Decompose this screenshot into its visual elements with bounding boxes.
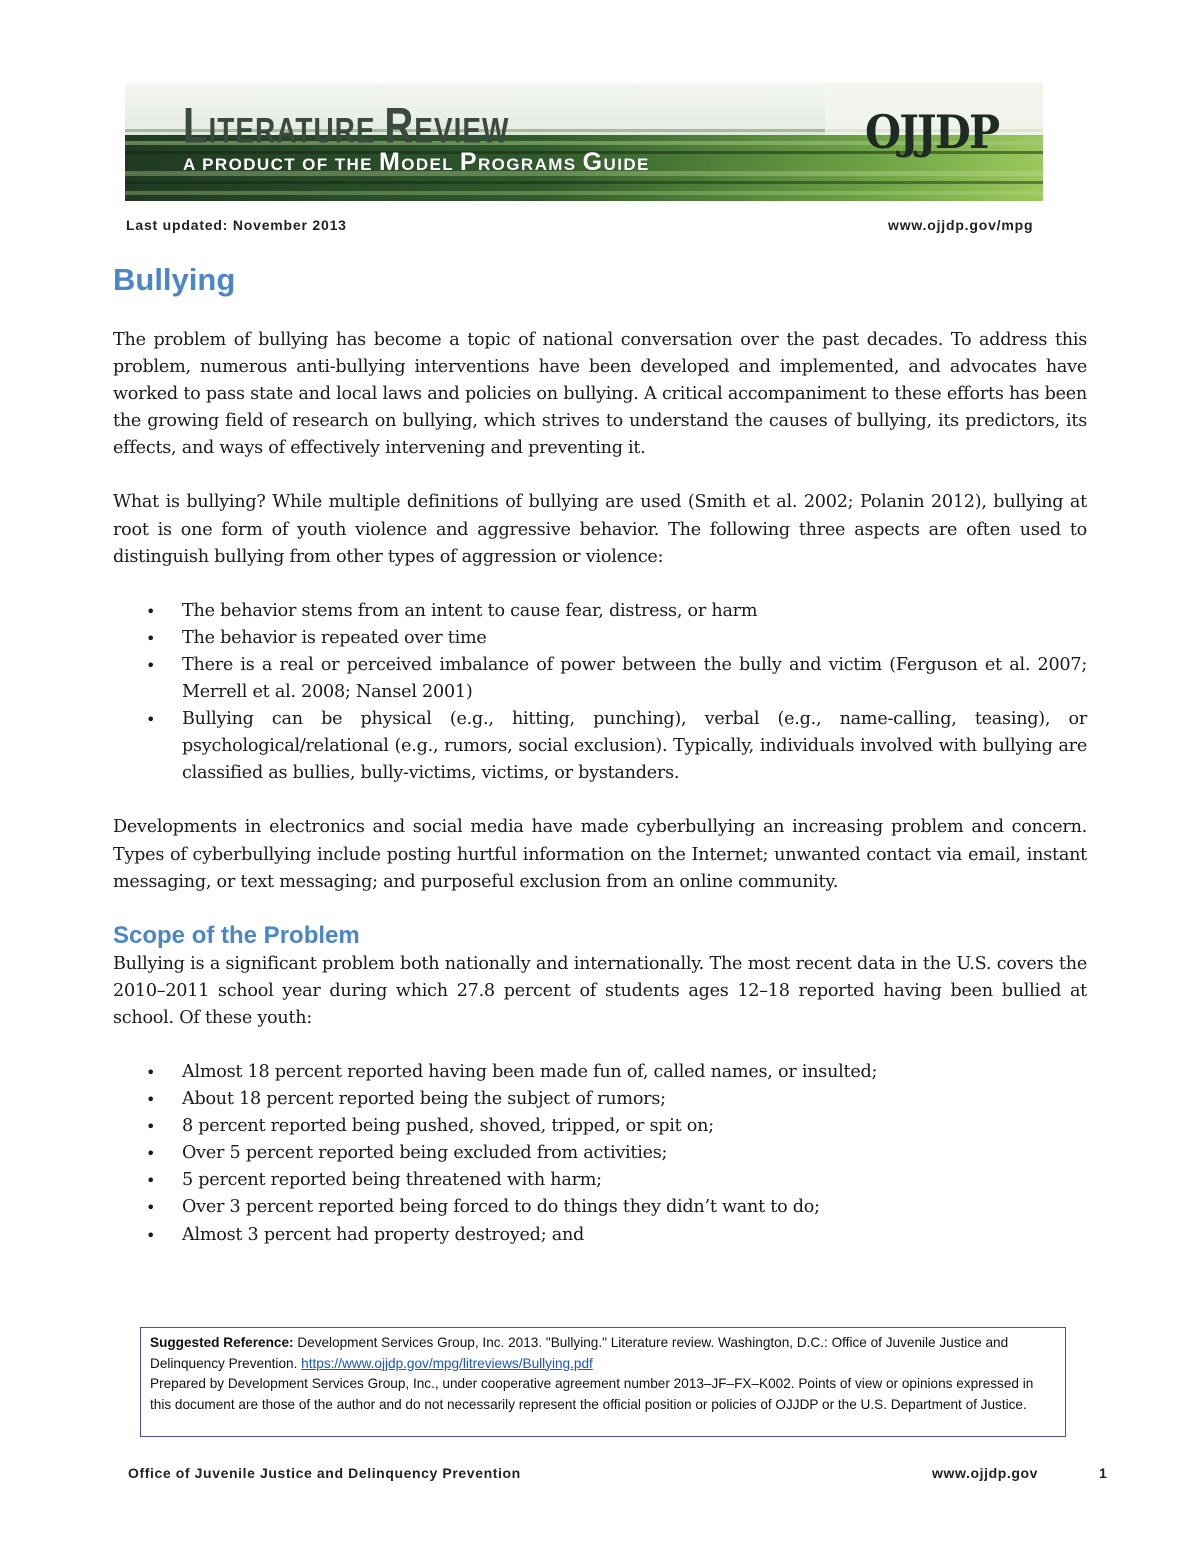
list-item: • Almost 3 percent had property destroyed; and: [113, 1222, 1087, 1249]
list-item: • Over 3 percent reported being forced to do things they didn’t want to do;: [113, 1194, 1087, 1221]
scope-heading: Scope of the Problem: [113, 921, 360, 949]
page-number: 1: [1099, 1465, 1108, 1481]
suggested-reference-box: [140, 1327, 1066, 1437]
main-content: [113, 258, 1087, 1249]
list-item: • About 18 percent reported being the subject of rumors;: [113, 1086, 1087, 1113]
list-item: • The behavior stems from an intent to cause fear, distress, or harm: [113, 598, 1087, 625]
literature-review-banner: [125, 83, 1043, 201]
prepared-by-text: Prepared by Development Services Group, Inc., under cooperative agreement number 2013–JF–FX–K002. Points of view or opinions expressed in this document are those of the author and do not necessarily represent the official position or policies of OJJDP or the U.S. Department of Justice.: [150, 1376, 1034, 1412]
list-item: • There is a real or perceived imbalance of power between the bully and victim (Ferguson et al. 2007; Merrell et al. 2008; Nansel 2001): [113, 652, 1087, 706]
cyberbullying-paragraph: Developments in electronics and social media have made cyberbullying an increasing problem and concern. Types of cyberbullying include posting hurtful information on the Internet; unwanted contact via email, instant messaging, or text messaging; and purposeful exclusion from an online community.: [113, 817, 1087, 892]
definition-paragraph: What is bullying? While multiple definitions of bullying are used (Smith et al. 2002; Polanin 2012), bullying at root is one form of youth violence and aggressive behavior. The following three aspects are often used to distinguish bullying from other types of aggression or violence:: [113, 492, 1087, 567]
header-website[interactable]: www.ojjdp.gov/mpg: [888, 217, 1034, 233]
reference-text: Development Services Group, Inc. 2013. "Bullying." Literature review. Washington, D.C.: Office of Juvenile Justice and Delinquency Prevention.: [150, 1335, 1009, 1371]
scope-paragraph: Bullying is a significant problem both nationally and internationally. The most recent data in the U.S. covers the 2010–2011 school year during which 27.8 percent of students ages 12–18 reported having been bullied at school. Of these youth:: [113, 953, 1087, 1028]
last-updated: Last updated: November 2013: [126, 217, 347, 233]
list-item: • Almost 18 percent reported having been made fun of, called names, or insulted;: [113, 1059, 1087, 1086]
list-item: • Over 5 percent reported being excluded from activities;: [113, 1140, 1087, 1167]
reference-label: Suggested Reference:: [150, 1335, 294, 1350]
ojjdp-logo: OJJDP: [865, 105, 999, 159]
banner-title: LITERATURE REVIEW: [183, 98, 510, 154]
footer-website[interactable]: www.ojjdp.gov: [932, 1465, 1039, 1481]
reference-link[interactable]: https://www.ojjdp.gov/mpg/litreviews/Bullying.pdf: [301, 1355, 593, 1371]
list-item: • 5 percent reported being threatened with harm;: [113, 1167, 1087, 1194]
statistics-list: [113, 1059, 1087, 1249]
list-item: • Bullying can be physical (e.g., hitting, punching), verbal (e.g., name-calling, teasing), or psychological/relational (e.g., rumors, social exclusion). Typically, individuals involved with bullying are classified as bullies, bully-victims, victims, or bystanders.: [113, 706, 1087, 787]
aspects-list: [113, 598, 1087, 788]
footer-office: Office of Juvenile Justice and Delinquency Prevention: [128, 1465, 521, 1481]
list-item: • The behavior is repeated over time: [113, 625, 1087, 652]
banner-subtitle: A PRODUCT OF THE MODEL PROGRAMS GUIDE: [183, 148, 650, 176]
list-item: • 8 percent reported being pushed, shoved, tripped, or spit on;: [113, 1113, 1087, 1140]
intro-paragraph: The problem of bullying has become a topic of national conversation over the past decades. To address this problem, numerous anti-bullying interventions have been developed and implemented, and advocates have worked to pass state and local laws and policies on bullying. A critical accompaniment to these efforts has been the growing field of research on bullying, which strives to understand the causes of bullying, its predictors, its effects, and ways of effectively intervening and preventing it.: [113, 330, 1087, 459]
page-title: Bullying: [113, 262, 236, 297]
